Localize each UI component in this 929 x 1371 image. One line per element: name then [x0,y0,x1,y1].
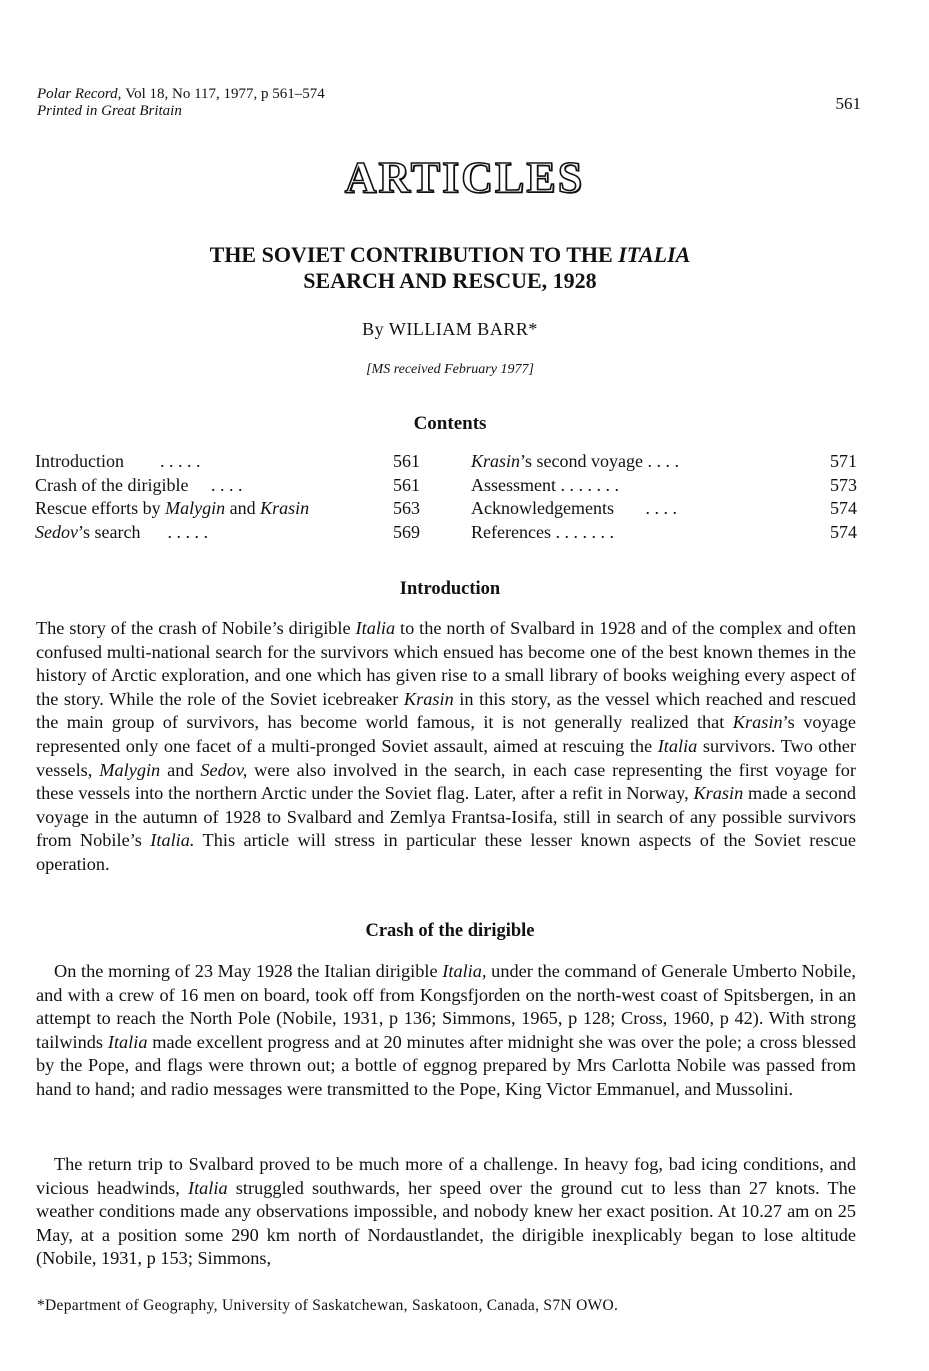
toc-leader: . . . . [647,451,679,471]
toc-label: References [471,521,551,542]
toc-leader: . . . . . . . [555,521,614,542]
author-footnote: *Department of Geography, University of Saskatchewan, Saskatoon, Canada, S7N OWO. [37,1297,619,1314]
toc-item[interactable] [471,450,857,474]
toc-page: 574 [830,521,857,542]
toc-label: ’s search [77,521,141,542]
toc-label: Acknowledgements [471,498,614,518]
toc-label: Assessment [471,474,556,495]
toc-page: 569 [393,521,420,542]
toc-page: 571 [830,451,857,471]
contents-right-column [471,450,857,544]
toc-item[interactable] [471,474,857,498]
crash-heading: Crash of the dirigible [365,921,535,941]
toc-item[interactable] [471,497,857,521]
crash-paragraph-1: On the morning of 23 May 1928 the Italian dirigible Italia, under the command of Generale Umberto Nobile, and with a crew of 16 men on board, took off from Kongsfjorden on the north-west coast of Spitsbergen, in an attempt to reach the North Pole (Nobile, 1931, p 136; Simmons, 1965, p 128; Cross, 1960, p 42). With strong tailwinds Italia made excellent progress and at 20 minutes after midnight she was over the pole; a cross blessed by the Pope, and flags were thrown out; a bottle of eggnog prepared by Mrs Carlotta Nobile was passed from hand to hand; and radio messages were transmitted to the Pope, King Victor Emmanuel, and Mussolini. [36,961,856,1099]
page-number: 561 [835,94,861,113]
section-banner: ARTICLES [344,153,585,202]
toc-label-ship: Krasin [471,451,521,471]
introduction-paragraph: The story of the crash of Nobile’s dirigible Italia to the north of Svalbard in 1928 and of the complex and often confused multi-national search for the survivors which ensued has become one of the best known themes in the history of Arctic exploration, and one which has given rise to a small library of books weighing every aspect of the story. While the role of the Soviet icebreaker Krasin in this story, as the vessel which reached and rescued the main group of survivors, has become world famous, it is not generally realized that Krasin’s voyage represented only one facet of a multi-pronged Soviet assault, aimed at rescuing the Italia survivors. Two other vessels, Malygin and Sedov, were also involved in the search, in each case representing the first voyage for these vessels into the northern Arctic under the Soviet flag. Later, after a refit in Norway, Krasin made a second voyage in the autumn of 1928 to Svalbard and Zemlya Frantsa-Iosifa, still in search of any possible survivors from Nobile’s Italia. This article will stress in particular these lesser known aspects of the Soviet rescue operation. [36,618,856,874]
toc-label: Rescue efforts by [35,498,166,518]
toc-label: Crash of the dirigible [35,474,189,495]
running-header [37,86,325,120]
printed-note: Printed in Great Britain [37,103,182,119]
toc-label-ship: Malygin [165,498,226,518]
toc-leader: . . . . [645,498,677,518]
title-italia: ITALIA [618,242,691,267]
byline: By WILLIAM BARR* [362,319,538,339]
toc-leader: . . . . [210,474,243,495]
toc-item[interactable] [471,521,857,545]
journal-name: Polar Record, [37,86,122,102]
toc-item[interactable] [35,521,420,545]
received-date: [MS received February 1977] [366,362,534,377]
toc-page: 561 [393,451,420,471]
toc-label-ship: Sedov [35,521,78,542]
toc-item[interactable] [35,474,420,498]
toc-item[interactable] [35,497,420,521]
toc-label: and [225,498,261,518]
toc-label-ship: Krasin [260,498,310,518]
toc-page: 561 [393,474,420,495]
crash-paragraph-2: The return trip to Svalbard proved to be much more of a challenge. In heavy fog, bad icing conditions, and vicious headwinds, Italia struggled southwards, her speed over the ground cut to less than 27 knots. The weather conditions made any observations impossible, and nobody knew her exact position. At 10.27 am on 25 May, at a position some 290 km north of Nordaustlandet, the dirigible inexplicably began to lose altitude (Nobile, 1931, p 153; Simmons, [36,1154,856,1269]
toc-item[interactable] [35,450,420,474]
introduction-heading: Introduction [399,579,501,599]
toc-page: 574 [830,498,857,518]
journal-citation: Vol 18, No 117, 1977, p 561–574 [125,86,325,102]
article-title [0,242,900,294]
title-line1: THE SOVIET CONTRIBUTION TO THE [209,242,619,267]
toc-page: 573 [830,474,857,495]
contents-heading: Contents [413,413,487,434]
title-line2: SEARCH AND RESCUE, 1928 [303,268,597,293]
toc-label: ’s second voyage [520,451,643,471]
toc-leader: . . . . . [159,451,201,471]
toc-page: 563 [393,498,420,518]
toc-leader: . . . . . . . [560,474,619,495]
toc-label: Introduction [35,451,124,471]
toc-leader: . . . . . [167,521,208,542]
contents-left-column [35,450,420,544]
